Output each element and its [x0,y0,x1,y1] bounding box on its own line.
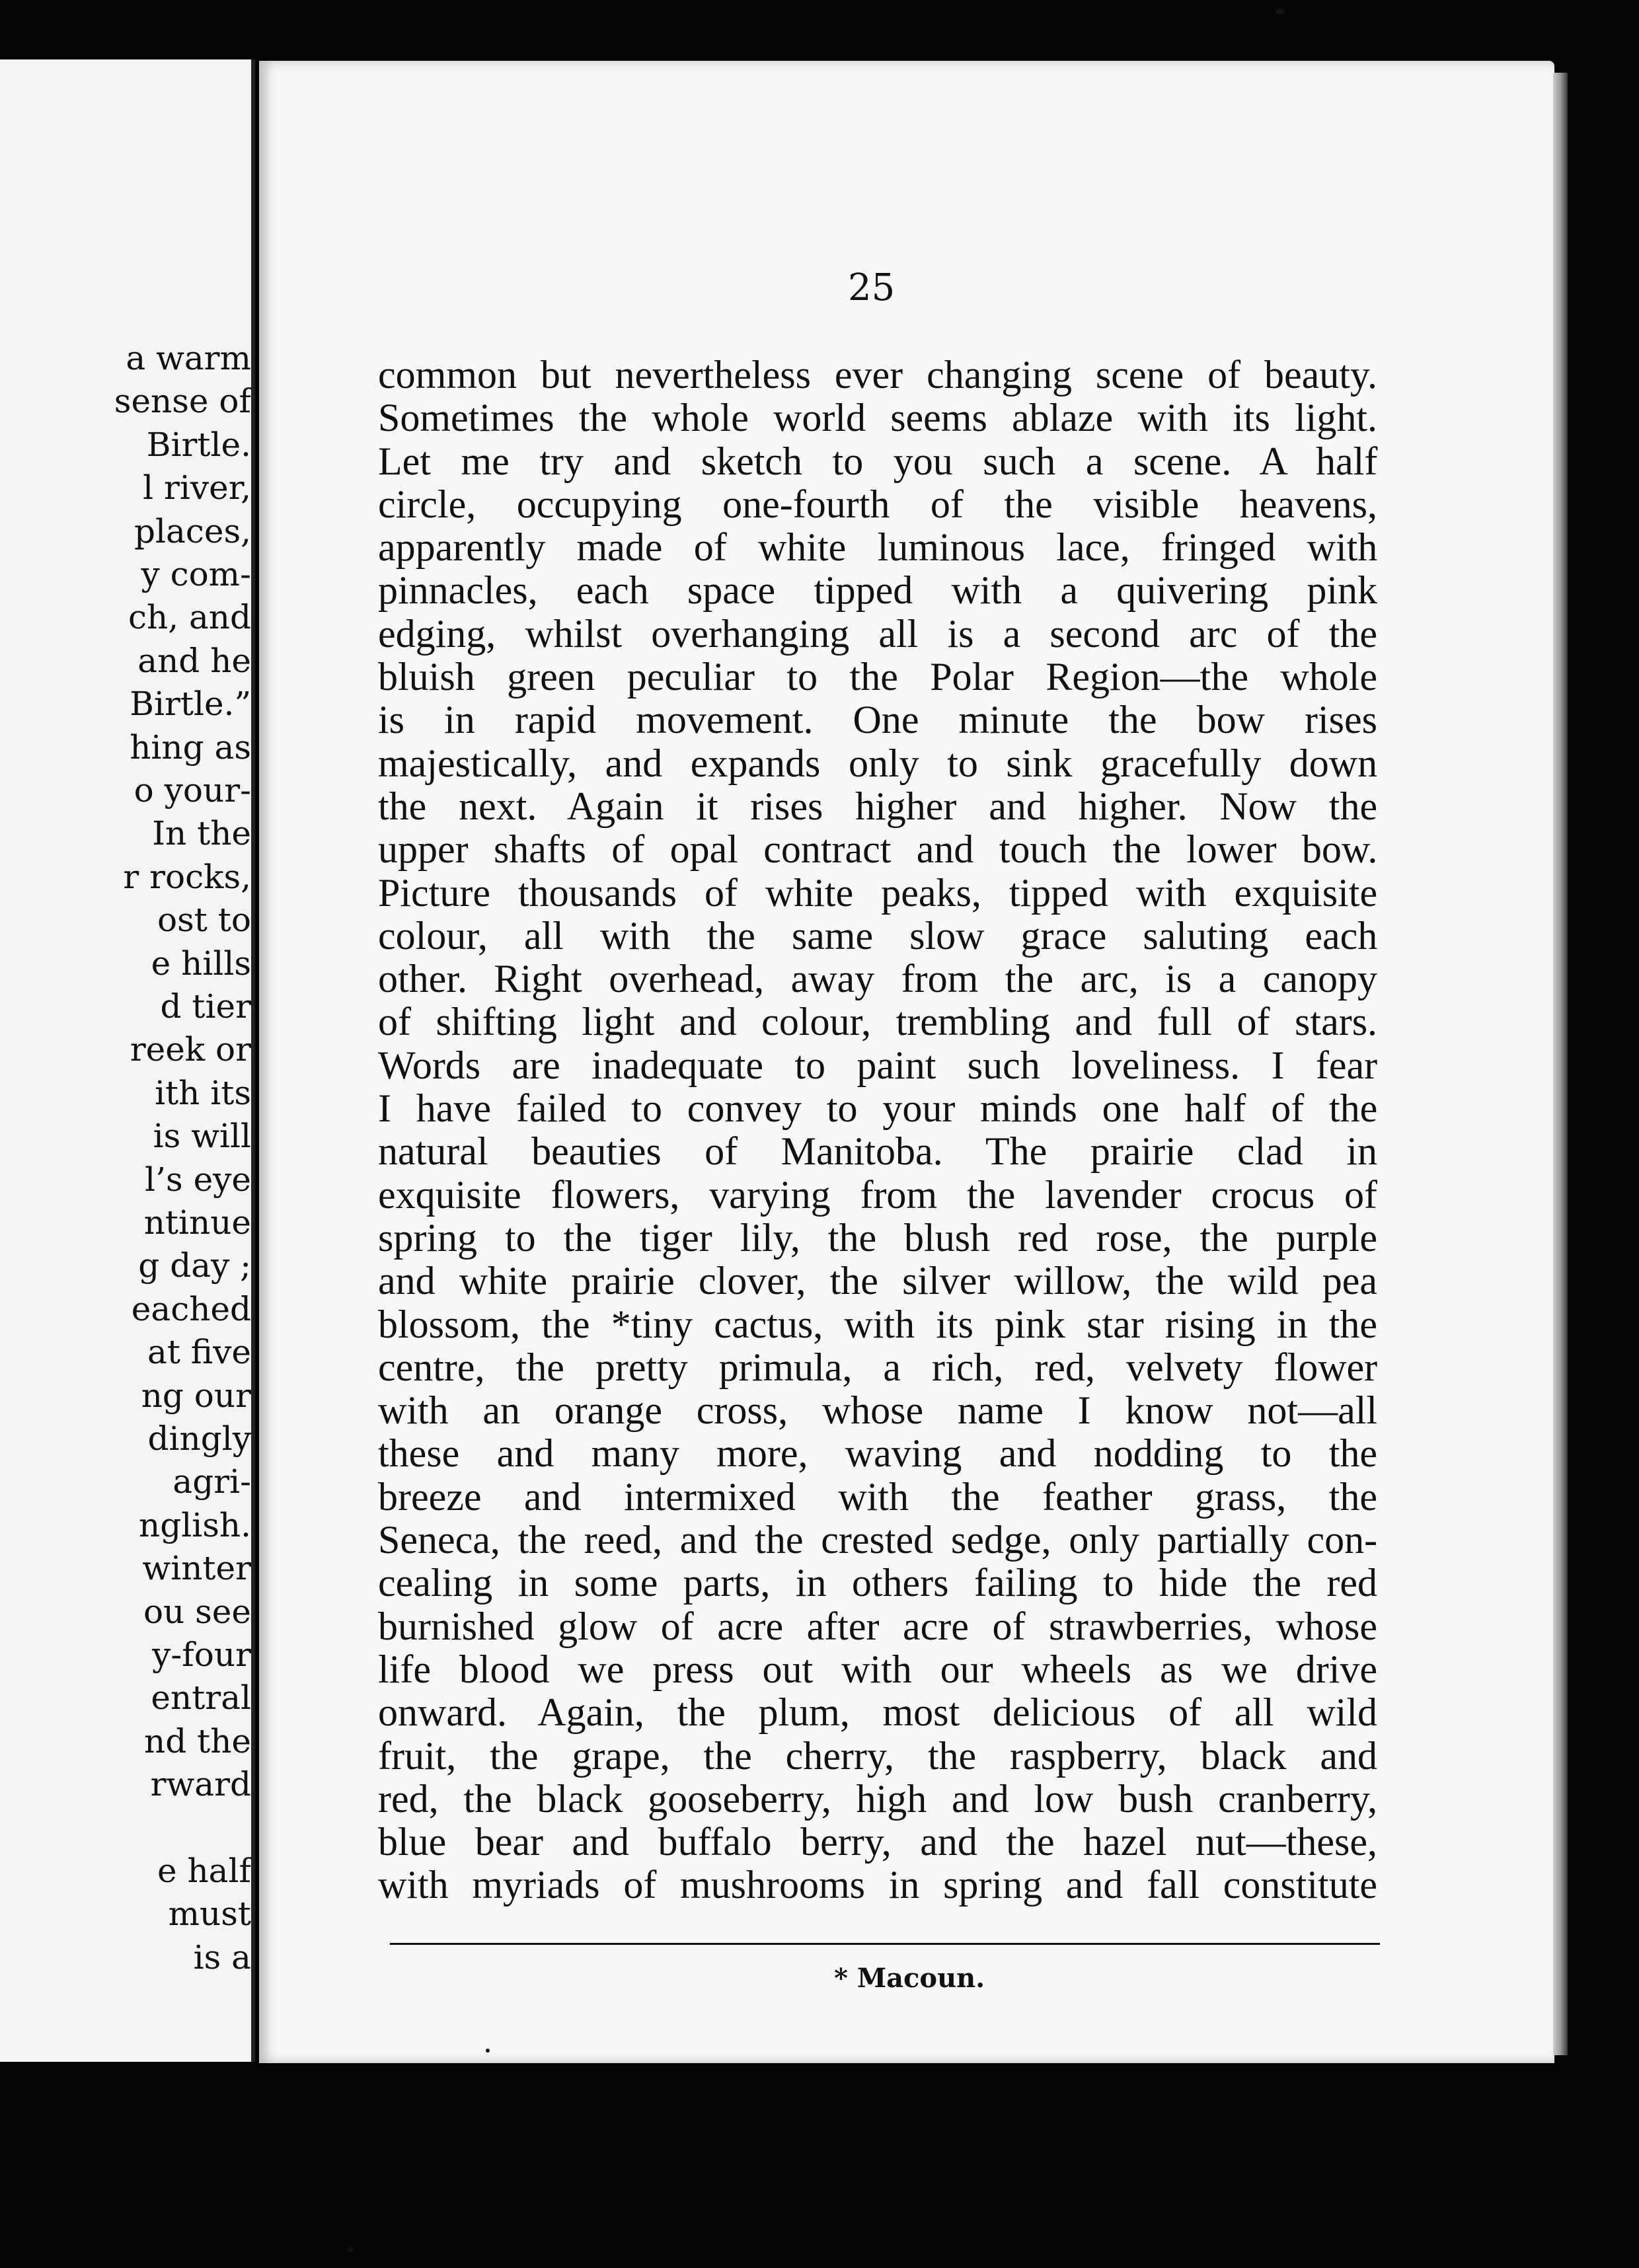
body-text-line: Sometimes the whole world seems ablaze with its light. [378,396,1377,440]
body-text-line: apparently made of white luminous lace, fringed with [378,525,1378,570]
left-page-line: is a [193,1938,251,1977]
left-page-line: g day ; [138,1246,251,1285]
left-page-line: hing as [130,728,251,767]
left-page-line: ng our [141,1376,251,1415]
body-text-line: these and many more, waving and nodding to the [378,1431,1377,1476]
scan-speck [486,2049,490,2053]
left-page-line: Birtle. [146,425,251,464]
body-text-line: life blood we press out with our wheels as we drive [378,1647,1378,1691]
body-text-line: and white prairie clover, the silver willow, the wild pea [378,1259,1377,1303]
left-page-line: o your- [133,771,251,810]
body-text-line: other. Right overhead, away from the arc, is a canopy [378,957,1377,1001]
body-text-line: edging, whilst overhanging all is a second arc of the [378,611,1377,656]
body-text-line: breeze and intermixed with the feather grass, the [378,1474,1377,1519]
body-text-line: pinnacles, each space tipped with a quivering pink [378,568,1377,613]
left-page-line: agri- [172,1462,251,1501]
previous-page [0,59,255,2062]
body-text-line: is in rapid movement. One minute the bow rises [378,698,1377,742]
body-text-line: spring to the tiger lily, the blush red rose, the purple [378,1215,1377,1260]
body-text-line: blossom, the *tiny cactus, with its pink star rising in the [378,1302,1377,1346]
left-page-line: y com- [141,555,251,593]
left-page-line: dingly [147,1419,251,1458]
scan-speck [1276,8,1285,15]
body-text-line: upper shafts of opal contract and touch the lower bow. [378,827,1378,872]
body-text-line: Words are inadequate to paint such loveliness. I fear [378,1043,1378,1087]
left-page-line: nd the [144,1721,251,1760]
body-text-line: Picture thousands of white peaks, tipped with exquisite [378,870,1378,915]
body-text-line: with an orange cross, whose name I know not—all [378,1388,1378,1433]
left-page-line: ith its [155,1073,251,1112]
left-page-line: ou see [143,1592,251,1631]
page-edge [1553,73,1568,2055]
body-text-line: natural beauties of Manitoba. The prairie clad in [378,1129,1377,1174]
footnote-rule [390,1943,1380,1945]
footnote: * Macoun. [834,1963,985,1994]
left-page-line: l river, [143,469,251,508]
body-text-line: Let me try and sketch to you such a scene. A half [378,439,1378,483]
left-page-line: entral [151,1679,251,1718]
body-text-line: the next. Again it rises higher and higher. Now the [378,784,1378,828]
left-page-line: reek or [130,1030,251,1069]
body-text-line: fruit, the grape, the cherry, the raspberry, black and [378,1733,1377,1778]
left-page-line: ost to [157,901,251,940]
left-page-line: In the [152,814,251,853]
left-page-line: d tier [160,987,251,1026]
body-text-line: colour, all with the same slow grace saluting each [378,913,1378,958]
left-page-line: at five [147,1333,251,1372]
body-text-line: bluish green peculiar to the Polar Region—the whole [378,655,1378,699]
left-page-line: nglish. [139,1505,251,1544]
body-text-line: blue bear and buffalo berry, and the hazel nut—these, [378,1820,1377,1864]
scan-speck [347,2247,354,2252]
left-page-line: r rocks, [123,857,251,896]
body-text-line: centre, the pretty primula, a rich, red, velvety flower [378,1345,1378,1389]
left-page-line: must [168,1895,251,1934]
body-text-line: red, the black gooseberry, high and low bush cranberry, [378,1776,1378,1821]
left-page-line: y-four [152,1636,251,1674]
body-text-line: I have failed to convey to your minds one half of the [378,1086,1378,1131]
body-text-line: exquisite flowers, varying from the lavender crocus of [378,1172,1377,1217]
left-page-line: places, [134,511,251,550]
left-page-line: and he [137,641,251,680]
body-text-line: with myriads of mushrooms in spring and fall constitute [378,1863,1377,1907]
body-text [378,354,1377,1907]
left-page-line: eached [131,1289,251,1328]
body-text-line: Seneca, the reed, and the crested sedge, only partially con- [378,1518,1378,1562]
left-page-line: l’s eye [145,1160,251,1199]
page-number: 25 [848,266,896,309]
body-text-line: cealing in some parts, in others failing to hide the red [378,1561,1377,1605]
left-page-line: a warm [126,339,251,377]
left-page-line: is will [153,1117,251,1156]
body-text-line: circle, occupying one-fourth of the visible heavens, [378,482,1377,526]
left-page-line: e hills [151,944,251,983]
left-page-line: winter [142,1549,251,1588]
body-text-line: burnished glow of acre after acre of strawberries, whose [378,1604,1377,1648]
left-page-line: sense of [114,382,251,421]
body-text-line: of shifting light and colour, trembling and full of stars. [378,1000,1378,1044]
left-page-line: ntinue [143,1203,251,1242]
body-text-line: common but nevertheless ever changing scene of beauty. [378,353,1377,397]
left-page-line: e half [157,1852,251,1890]
body-text-line: onward. Again, the plum, most delicious of all wild [378,1690,1377,1735]
left-page-line: rward [150,1765,251,1804]
body-text-line: majestically, and expands only to sink gracefully down [378,741,1378,785]
left-page-line: Birtle.” [130,685,251,724]
left-page-line: ch, and [128,598,251,637]
